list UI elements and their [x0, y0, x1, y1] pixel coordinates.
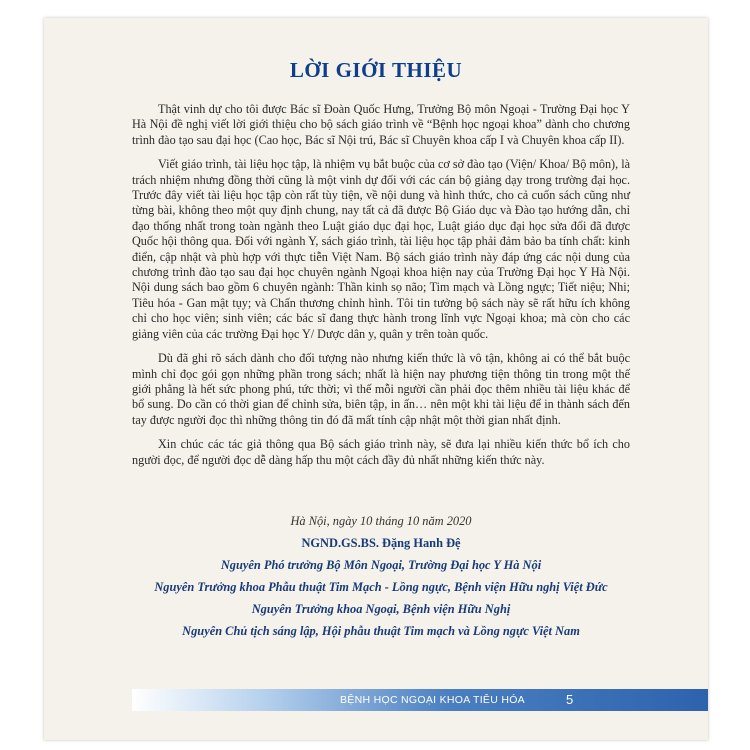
signature-name: NGND.GS.BS. Đặng Hanh Đệ [301, 536, 461, 550]
paragraph-1: Thật vinh dự cho tôi được Bác sĩ Đoàn Quốc Hưng, Trưởng Bộ môn Ngoại - Trường Đại học Y Hà Nội đề nghị viết lời giới thiệu cho bộ sách giáo trình về “Bệnh học ngoại khoa” dành cho chương trình đào tạo sau đại học (Cao học, Bác sĩ Nội trú, Bác sĩ Chuyên khoa cấp I và Chuyên khoa cấp II). [132, 102, 630, 147]
body-text [132, 102, 630, 477]
signature-title-2: Nguyên Trưởng khoa Phẫu thuật Tim Mạch - Lồng ngực, Bệnh viện Hữu nghị Việt Đức [154, 580, 608, 594]
footer-book-title: BỆNH HỌC NGOẠI KHOA TIÊU HÓA [340, 694, 525, 706]
signature-title-1: Nguyên Phó trưởng Bộ Môn Ngoại, Trường Đại học Y Hà Nội [220, 558, 542, 572]
page-number: 5 [566, 692, 574, 707]
signature-block [132, 510, 630, 642]
paragraph-3: Dù đã ghi rõ sách dành cho đối tượng nào nhưng kiến thức là vô tận, không ai có thể bắt buộc mình chỉ đọc gói gọn những phần trong sách; nhất là hiện nay phương tiện thông tin trong một thế giới phẳng là hết sức phong phú, tức thời; vì thế mỗi người cần phải đọc thêm nhiều tài liệu khác để bổ sung. Do cần có thời gian để chỉnh sửa, biên tập, in ấn… nên một khi tài liệu để in thành sách đến tay được người đọc thì những thông tin đó đã mất tính cập nhật một thời gian nhất định. [132, 351, 630, 427]
paragraph-4: Xin chúc các tác giả thông qua Bộ sách giáo trình này, sẽ đưa lại nhiều kiến thức bổ ích cho người đọc, để người đọc dễ dàng hấp thu một cách đầy đủ nhất những kiến thức này. [132, 437, 630, 467]
signature-title-4: Nguyên Chủ tịch sáng lập, Hội phẫu thuật Tim mạch và Lồng ngực Việt Nam [182, 624, 580, 638]
paragraph-2: Viết giáo trình, tài liệu học tập, là nhiệm vụ bắt buộc của cơ sở đào tạo (Viện/ Khoa/ Bộ môn), là trách nhiệm nhưng đồng thời cũng là một vinh dự đối với các cán bộ giảng dạy trong trường đại học. Trước đây viết tài liệu học tập còn rất tùy tiện, về nội dung và hình thức, cho cả cuốn sách cũng như từng bài, không theo một quy định chung, nay tất cả đã được Bộ Giáo dục và Đào tạo hướng dẫn, chỉ đạo thống nhất trong toàn ngành theo Luật giáo dục đại học, Luật giáo dục đại học sửa đổi đã được Quốc hội thông qua. Đối với ngành Y, sách giáo trình, tài liệu học tập phải đảm bảo ba tính chất: kinh điển, cập nhật và phù hợp với thực tiễn Việt Nam. Bộ sách giáo trình này đáp ứng các nội dung của chương trình đào tạo sau đại học chuyên ngành Ngoại khoa hiện nay của Trường Đại học Y Hà Nội. Nội dung sách bao gồm 6 chuyên ngành: Thần kinh sọ não; Tim mạch và Lồng ngực; Tiết niệu; Nhi; Tiêu hóa - Gan mật tụy; và Chấn thương chỉnh hình. Tôi tin tưởng bộ sách này sẽ rất hữu ích không chỉ cho học viên; sinh viên; các bác sĩ đang thực hành trong lĩnh vực Ngoại khoa; mà còn cho các giảng viên của các trường Đại học Y/ Dược dân y, quân y trên toàn quốc. [132, 157, 630, 341]
signature-title-3: Nguyên Trưởng khoa Ngoại, Bệnh viện Hữu Nghị [251, 602, 511, 616]
signature-date: Hà Nội, ngày 10 tháng 10 năm 2020 [290, 514, 472, 528]
book-page [44, 18, 708, 740]
page-title: LỜI GIỚI THIỆU [289, 58, 463, 82]
